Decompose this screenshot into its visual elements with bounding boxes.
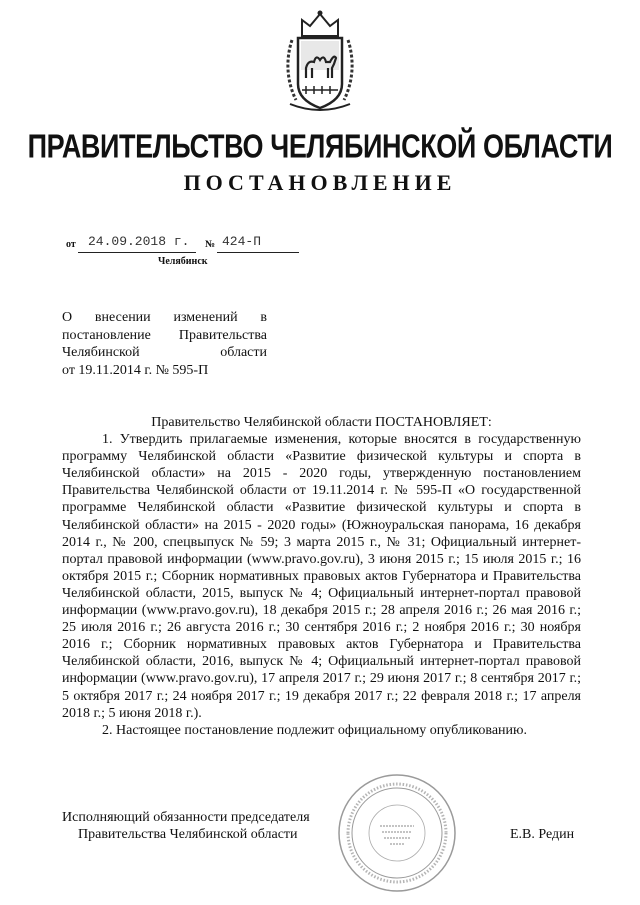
number-label: № bbox=[205, 239, 216, 250]
chelyabinsk-coat-of-arms-icon bbox=[282, 8, 358, 114]
resolution-item-1: 1. Утвердить прилагаемые изменения, которые вносятся в государственную программу Челябинской области «Развитие физической культуры и спорта в Челябинской области» на 2015 - 2020 годы, утвержденную постановлением Правительства Челябинской области от 19.11.2014 г. № 595-П «О государственной программе Челябинской области «Развитие физической культуры и спорта в Челябинской области» на 2015 - 2020 годы» (Южноуральская панорама, 16 декабря 2014 г., № 200, спецвыпуск № 59; 3 марта 2015 г., № 31; Официальный интернет-портал правовой информации (www.pravo.gov.ru), 3 июня 2015 г.; 15 июля 2015 г.; 16 октября 2015 г.; Сборник нормативных правовых актов Губернатора и Правительства Челябинской области, 2015, выпуск № 4; Официальный интернет-портал правовой информации (www.pravo.gov.ru), 18 декабря 2015 г.; 28 апреля 2016 г.; 26 мая 2016 г.; 25 июля 2016 г.; 26 августа 2016 г.; 30 сентября 2016 г.; 2 ноября 2016 г.; 30 ноября 2016 г.; Сборник нормативных правовых актов Губернатора и Правительства Челябинской области, 2016, выпуск № 4; Официальный интернет-портал правовой информации (www.pravo.gov.ru), 17 апреля 2017 г.; 29 июня 2017 г.; 8 сентября 2017 г.; 5 октября 2017 г.; 24 ноября 2017 г.; 19 декабря 2017 г.; 22 февраля 2018 г.; 17 апреля 2018 г.; 5 июня 2018 г.). bbox=[62, 432, 581, 721]
resolution-item-2: 2. Настоящее постановление подлежит официальному опубликованию. bbox=[102, 722, 527, 738]
date-underline bbox=[78, 252, 196, 253]
document-number: 424-П bbox=[222, 234, 262, 249]
document-type: ПОСТАНОВЛЕНИЕ bbox=[183, 170, 457, 195]
official-round-stamp-icon bbox=[336, 772, 458, 894]
signatory-position-line1: Исполняющий обязанности председателя bbox=[62, 810, 310, 825]
document-city: Челябинск bbox=[158, 256, 208, 267]
subject-line: от 19.11.2014 г. № 595-П bbox=[62, 362, 209, 378]
preamble: Правительство Челябинской области ПОСТАНОВЛЯЕТ: bbox=[151, 415, 492, 430]
subject-line: Челябинской области bbox=[62, 345, 267, 360]
document-date: 24.09.2018 г. bbox=[88, 234, 190, 249]
signatory-name: Е.В. Редин bbox=[510, 827, 575, 842]
number-underline bbox=[217, 252, 299, 253]
date-from-label: от bbox=[66, 239, 76, 250]
subject-line: постановление Правительства bbox=[62, 327, 267, 343]
government-title: ПРАВИТЕЛЬСТВО ЧЕЛЯБИНСКОЙ ОБЛАСТИ bbox=[27, 128, 613, 165]
signatory-position-line2: Правительства Челябинской области bbox=[78, 827, 298, 842]
subject-line: О внесении изменений в bbox=[62, 310, 267, 325]
document-body bbox=[62, 414, 581, 739]
document-subject bbox=[62, 309, 267, 379]
